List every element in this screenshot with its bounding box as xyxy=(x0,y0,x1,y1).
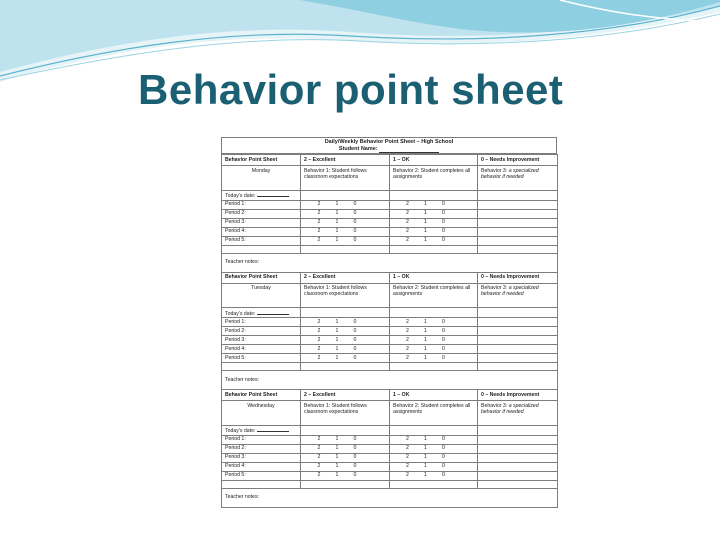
point-option[interactable]: 2 xyxy=(317,463,321,470)
behavior-2-points xyxy=(390,354,478,363)
period-row xyxy=(222,209,558,218)
period-label: Period 2: xyxy=(222,209,301,218)
behavior-3-points xyxy=(478,327,558,336)
point-option[interactable]: 2 xyxy=(317,336,321,343)
point-option[interactable]: 2 xyxy=(406,463,409,470)
point-option[interactable]: 2 xyxy=(317,436,321,443)
period-row xyxy=(222,444,558,453)
point-option[interactable]: 2 xyxy=(406,354,409,361)
point-option[interactable]: 0 xyxy=(353,228,357,235)
point-option[interactable]: 1 xyxy=(335,345,339,352)
behavior-2-points xyxy=(390,218,478,227)
date-label: Today's date: xyxy=(225,193,256,200)
rating-header-cell: 0 – Needs Improvement xyxy=(478,272,558,283)
point-option[interactable]: 0 xyxy=(442,354,445,361)
behavior-1-label: Behavior 1: Student follows classroom expectations xyxy=(301,401,390,426)
point-option[interactable]: 1 xyxy=(424,336,427,343)
behavior-2-points xyxy=(390,236,478,245)
point-option[interactable]: 0 xyxy=(442,327,445,334)
behavior-3-description: a specialized behavior if needed xyxy=(481,402,539,415)
period-label: Period 2: xyxy=(222,444,301,453)
behavior-3-prefix: Behavior 3: xyxy=(481,402,509,409)
point-option[interactable]: 1 xyxy=(424,201,427,208)
rating-header-cell: 1 – OK xyxy=(390,390,478,401)
date-row xyxy=(222,190,558,200)
teacher-notes-label: Teacher notes: xyxy=(222,253,558,272)
point-option[interactable]: 1 xyxy=(424,327,427,334)
point-option[interactable]: 1 xyxy=(335,201,339,208)
day-table xyxy=(221,154,558,273)
period-label: Period 5: xyxy=(222,471,301,480)
teacher-notes-label: Teacher notes: xyxy=(222,371,558,390)
point-option[interactable]: 2 xyxy=(406,436,409,443)
behavior-3-label xyxy=(478,166,558,191)
point-option[interactable]: 2 xyxy=(406,228,409,235)
period-row xyxy=(222,462,558,471)
behavior-3-points xyxy=(478,444,558,453)
point-option[interactable]: 1 xyxy=(424,345,427,352)
period-label: Period 4: xyxy=(222,345,301,354)
rating-header-cell: 1 – OK xyxy=(390,272,478,283)
period-label: Period 3: xyxy=(222,453,301,462)
behavior-2-points xyxy=(390,200,478,209)
point-option[interactable]: 0 xyxy=(442,472,445,479)
behavior-2-points xyxy=(390,453,478,462)
behavior-1-points xyxy=(301,327,390,336)
period-label: Period 5: xyxy=(222,354,301,363)
sheet-heading xyxy=(221,137,557,154)
point-option[interactable]: 1 xyxy=(335,472,339,479)
period-row xyxy=(222,345,558,354)
point-option[interactable]: 0 xyxy=(353,336,357,343)
day-label: Monday xyxy=(222,166,301,191)
period-label: Period 4: xyxy=(222,462,301,471)
point-option[interactable]: 2 xyxy=(406,219,409,226)
point-option[interactable]: 0 xyxy=(353,463,357,470)
day-table xyxy=(221,272,558,391)
rating-header-row xyxy=(222,390,558,401)
point-option[interactable]: 0 xyxy=(353,454,357,461)
slide-title: Behavior point sheet xyxy=(138,66,564,113)
point-option[interactable]: 0 xyxy=(353,318,357,325)
rating-header-cell: 0 – Needs Improvement xyxy=(478,155,558,166)
date-blank xyxy=(257,427,289,432)
period-row xyxy=(222,200,558,209)
behavior-2-label: Behavior 2: Student completes all assignments xyxy=(390,283,478,308)
behavior-3-prefix: Behavior 3: xyxy=(481,167,509,174)
behavior-2-points xyxy=(390,435,478,444)
point-option[interactable]: 0 xyxy=(353,472,357,479)
point-option[interactable]: 2 xyxy=(317,228,321,235)
date-cell xyxy=(222,425,301,435)
point-option[interactable]: 1 xyxy=(424,210,427,217)
point-option[interactable]: 1 xyxy=(335,210,339,217)
behavior-2-points xyxy=(390,345,478,354)
point-option[interactable]: 0 xyxy=(353,201,357,208)
period-row xyxy=(222,354,558,363)
point-option[interactable]: 1 xyxy=(335,445,339,452)
rating-header-cell: 2 – Excellent xyxy=(301,272,390,283)
point-option[interactable]: 0 xyxy=(442,318,445,325)
behavior-3-points xyxy=(478,236,558,245)
behavior-1-points xyxy=(301,345,390,354)
behavior-3-points xyxy=(478,435,558,444)
point-option[interactable]: 1 xyxy=(424,445,427,452)
behavior-1-points xyxy=(301,435,390,444)
teacher-notes-row xyxy=(222,253,558,272)
point-option[interactable]: 1 xyxy=(424,318,427,325)
rating-header-cell: Behavior Point Sheet xyxy=(222,155,301,166)
point-option[interactable]: 0 xyxy=(353,354,357,361)
behavior-3-description: a specialized behavior if needed xyxy=(481,167,539,180)
period-label: Period 4: xyxy=(222,227,301,236)
behavior-3-points xyxy=(478,471,558,480)
student-name-blank xyxy=(379,147,439,153)
behavior-1-label: Behavior 1: Student follows classroom expectations xyxy=(301,166,390,191)
rating-header-cell: 2 – Excellent xyxy=(301,390,390,401)
day-sections xyxy=(221,154,557,508)
point-option[interactable]: 2 xyxy=(406,210,409,217)
period-label: Period 1: xyxy=(222,318,301,327)
point-option[interactable]: 1 xyxy=(424,436,427,443)
date-blank xyxy=(257,310,289,315)
rating-header-cell: Behavior Point Sheet xyxy=(222,390,301,401)
point-option[interactable]: 0 xyxy=(442,345,445,352)
point-option[interactable]: 0 xyxy=(353,219,357,226)
period-label: Period 2: xyxy=(222,327,301,336)
behavior-3-label xyxy=(478,401,558,426)
period-row xyxy=(222,236,558,245)
period-label: Period 3: xyxy=(222,336,301,345)
date-label: Today's date: xyxy=(225,428,256,435)
period-row xyxy=(222,336,558,345)
point-option[interactable]: 0 xyxy=(353,445,357,452)
day-label: Tuesday xyxy=(222,283,301,308)
period-row xyxy=(222,435,558,444)
point-option[interactable]: 2 xyxy=(317,354,321,361)
point-option[interactable]: 0 xyxy=(442,454,445,461)
behavior-3-label xyxy=(478,283,558,308)
rating-header-cell: 1 – OK xyxy=(390,155,478,166)
behavior-row xyxy=(222,283,558,308)
period-label: Period 1: xyxy=(222,200,301,209)
point-option[interactable]: 1 xyxy=(335,436,339,443)
point-option[interactable]: 0 xyxy=(353,327,357,334)
student-name-label: Student Name: xyxy=(338,146,378,152)
behavior-1-points xyxy=(301,209,390,218)
behavior-1-points xyxy=(301,444,390,453)
day-label: Wednesday xyxy=(222,401,301,426)
behavior-1-points xyxy=(301,200,390,209)
point-option[interactable]: 1 xyxy=(424,454,427,461)
behavior-3-points xyxy=(478,209,558,218)
behavior-1-points xyxy=(301,236,390,245)
point-option[interactable]: 2 xyxy=(317,210,321,217)
behavior-1-points xyxy=(301,462,390,471)
date-row xyxy=(222,425,558,435)
point-option[interactable]: 1 xyxy=(335,336,339,343)
point-option[interactable]: 1 xyxy=(335,327,339,334)
behavior-1-points xyxy=(301,471,390,480)
point-option[interactable]: 0 xyxy=(442,436,445,443)
point-option[interactable]: 1 xyxy=(424,354,427,361)
behavior-2-points xyxy=(390,471,478,480)
point-option[interactable]: 2 xyxy=(317,318,321,325)
point-option[interactable]: 1 xyxy=(424,237,427,244)
point-option[interactable]: 0 xyxy=(442,228,445,235)
point-option[interactable]: 2 xyxy=(317,345,321,352)
point-option[interactable]: 0 xyxy=(353,436,357,443)
behavior-3-points xyxy=(478,318,558,327)
behavior-1-label: Behavior 1: Student follows classroom expectations xyxy=(301,283,390,308)
behavior-1-points xyxy=(301,336,390,345)
behavior-3-points xyxy=(478,200,558,209)
behavior-2-points xyxy=(390,462,478,471)
period-row xyxy=(222,471,558,480)
behavior-2-label: Behavior 2: Student completes all assignments xyxy=(390,401,478,426)
point-option[interactable]: 1 xyxy=(424,472,427,479)
period-row xyxy=(222,327,558,336)
behavior-3-points xyxy=(478,453,558,462)
point-option[interactable]: 1 xyxy=(335,454,339,461)
period-row xyxy=(222,318,558,327)
period-label: Period 3: xyxy=(222,218,301,227)
behavior-1-points xyxy=(301,318,390,327)
point-option[interactable]: 0 xyxy=(442,336,445,343)
period-label: Period 1: xyxy=(222,435,301,444)
date-blank xyxy=(257,192,289,197)
behavior-3-points xyxy=(478,227,558,236)
point-option[interactable]: 2 xyxy=(406,201,409,208)
behavior-3-points xyxy=(478,336,558,345)
point-option[interactable]: 0 xyxy=(442,463,445,470)
behavior-3-points xyxy=(478,345,558,354)
point-option[interactable]: 0 xyxy=(442,219,445,226)
point-option[interactable]: 1 xyxy=(424,219,427,226)
day-table xyxy=(221,389,558,508)
teacher-notes-label: Teacher notes: xyxy=(222,488,558,507)
point-option[interactable]: 1 xyxy=(335,463,339,470)
point-option[interactable]: 0 xyxy=(353,210,357,217)
behavior-3-points xyxy=(478,354,558,363)
point-option[interactable]: 2 xyxy=(317,201,321,208)
behavior-1-points xyxy=(301,227,390,236)
period-row xyxy=(222,453,558,462)
teacher-notes-row xyxy=(222,371,558,390)
point-option[interactable]: 1 xyxy=(335,228,339,235)
date-label: Today's date: xyxy=(225,310,256,317)
behavior-2-points xyxy=(390,227,478,236)
behavior-point-sheet xyxy=(221,137,557,508)
behavior-2-points xyxy=(390,327,478,336)
behavior-row xyxy=(222,401,558,426)
date-row xyxy=(222,308,558,318)
rating-header-cell: 2 – Excellent xyxy=(301,155,390,166)
behavior-3-prefix: Behavior 3: xyxy=(481,285,509,291)
behavior-1-points xyxy=(301,354,390,363)
point-option[interactable]: 1 xyxy=(335,318,339,325)
point-option[interactable]: 1 xyxy=(335,237,339,244)
point-option[interactable]: 1 xyxy=(335,219,339,226)
sheet-title: Daily/Weekly Behavior Point Sheet – High School xyxy=(324,139,454,145)
behavior-2-points xyxy=(390,444,478,453)
point-option[interactable]: 2 xyxy=(317,237,321,244)
point-option[interactable]: 2 xyxy=(317,445,321,452)
point-option[interactable]: 2 xyxy=(317,454,321,461)
point-option[interactable]: 2 xyxy=(317,219,321,226)
rating-header-row xyxy=(222,272,558,283)
point-option[interactable]: 2 xyxy=(406,345,409,352)
teacher-notes-row xyxy=(222,488,558,507)
behavior-3-points xyxy=(478,462,558,471)
rating-header-cell: Behavior Point Sheet xyxy=(222,272,301,283)
point-option[interactable]: 1 xyxy=(424,463,427,470)
point-option[interactable]: 1 xyxy=(335,354,339,361)
date-cell xyxy=(222,308,301,318)
rating-header-row xyxy=(222,155,558,166)
point-option[interactable]: 0 xyxy=(353,345,357,352)
behavior-3-description: a specialized behavior if needed xyxy=(481,285,539,298)
point-option[interactable]: 0 xyxy=(442,210,445,217)
point-option[interactable]: 2 xyxy=(406,454,409,461)
behavior-1-points xyxy=(301,218,390,227)
point-option[interactable]: 2 xyxy=(406,237,409,244)
period-row xyxy=(222,227,558,236)
point-option[interactable]: 2 xyxy=(317,327,321,334)
behavior-1-points xyxy=(301,453,390,462)
point-option[interactable]: 0 xyxy=(442,201,445,208)
point-option[interactable]: 2 xyxy=(406,318,409,325)
behavior-row xyxy=(222,166,558,191)
period-row xyxy=(222,218,558,227)
point-option[interactable]: 2 xyxy=(406,445,409,452)
date-cell xyxy=(222,190,301,200)
behavior-2-points xyxy=(390,209,478,218)
period-label: Period 5: xyxy=(222,236,301,245)
point-option[interactable]: 2 xyxy=(406,472,409,479)
behavior-2-points xyxy=(390,336,478,345)
behavior-3-points xyxy=(478,218,558,227)
point-option[interactable]: 0 xyxy=(442,237,445,244)
rating-header-cell: 0 – Needs Improvement xyxy=(478,390,558,401)
point-option[interactable]: 0 xyxy=(442,445,445,452)
point-option[interactable]: 2 xyxy=(406,327,409,334)
point-option[interactable]: 2 xyxy=(317,472,321,479)
behavior-2-points xyxy=(390,318,478,327)
point-option[interactable]: 1 xyxy=(424,228,427,235)
point-option[interactable]: 0 xyxy=(353,237,357,244)
point-option[interactable]: 2 xyxy=(406,336,409,343)
behavior-2-label: Behavior 2: Student completes all assignments xyxy=(390,166,478,191)
